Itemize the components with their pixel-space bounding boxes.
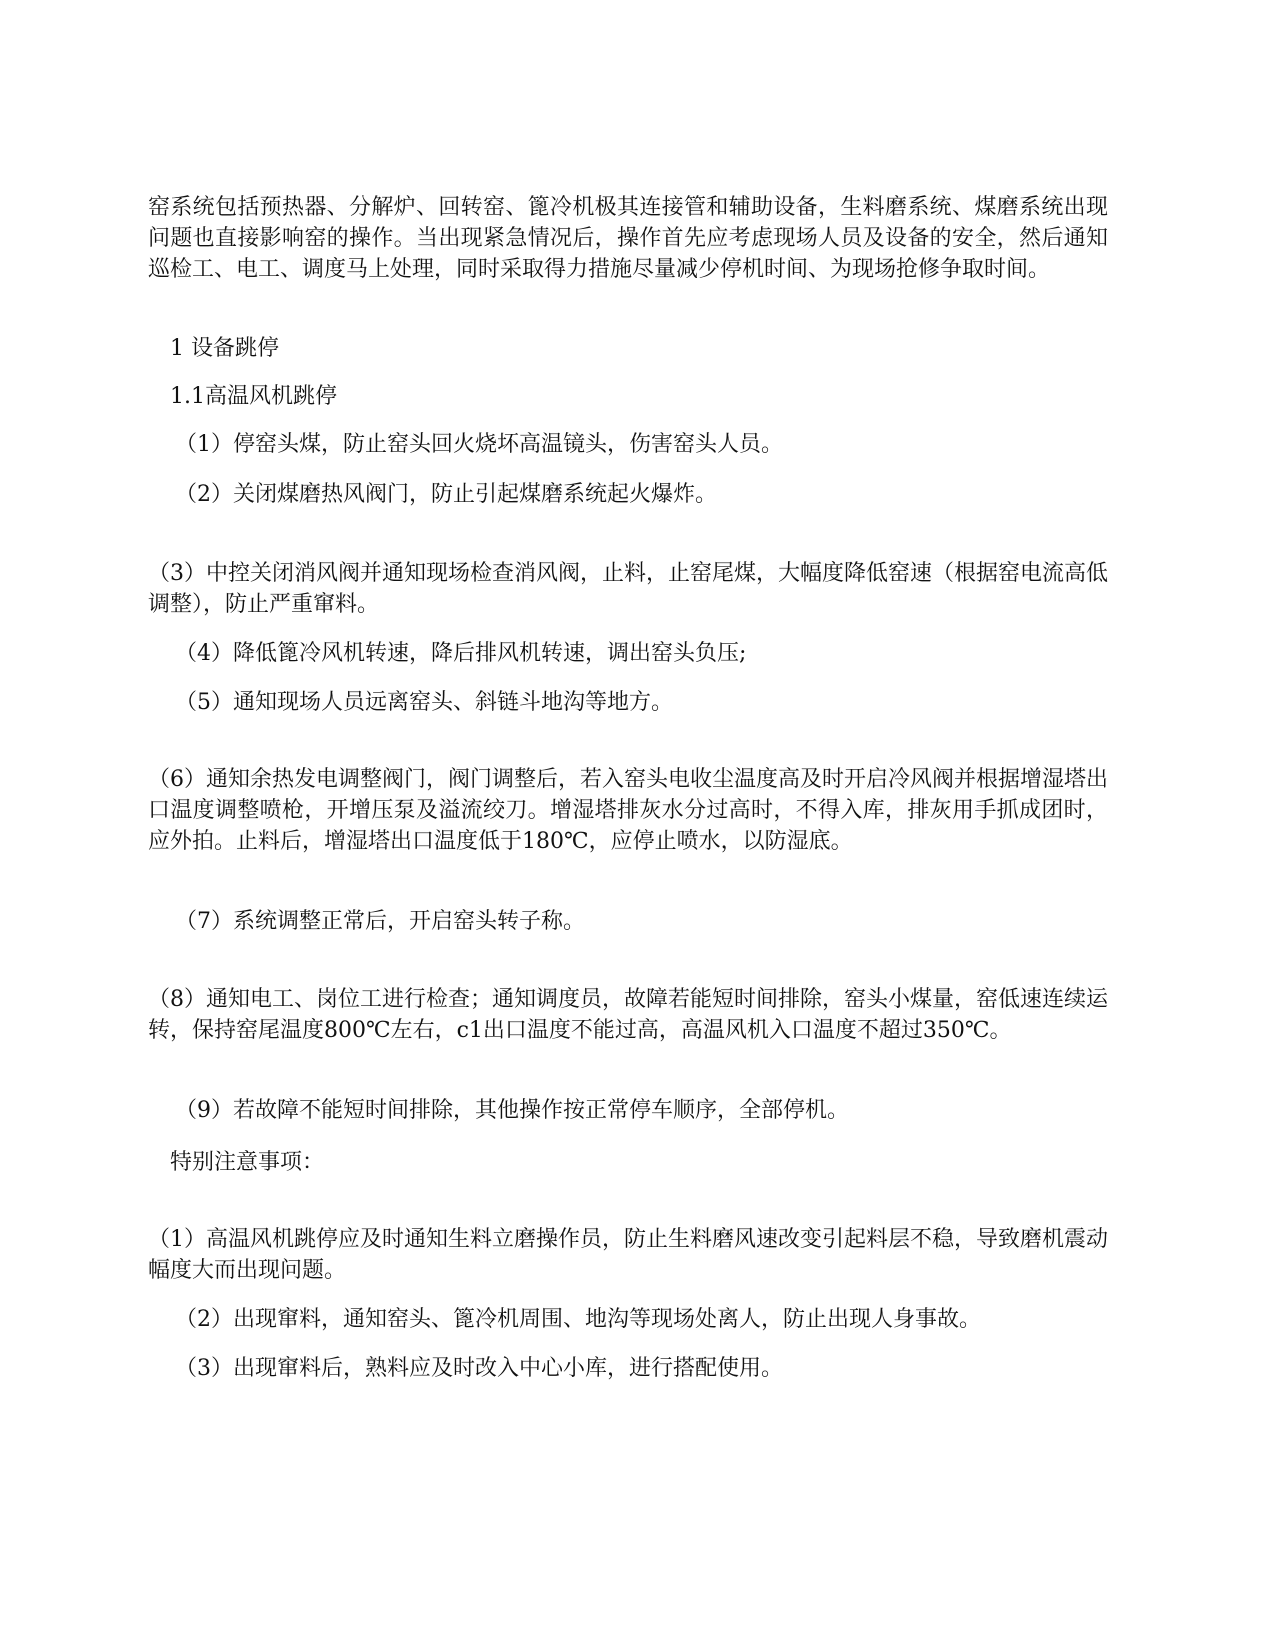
step-8: （8）通知电工、岗位工进行检查；通知调度员，故障若能短时间排除，窑头小煤量，窑低速连续运转，保持窑尾温度800℃左右，c1出口温度不能过高，高温风机入口温度不超过350℃。 xyxy=(148,987,1109,1043)
intro-paragraph: 窑系统包括预热器、分解炉、回转窑、篦冷机极其连接管和辅助设备，生料磨系统、煤磨系统出现问题也直接影响窑的操作。当出现紧急情况后，操作首先应考虑现场人员及设备的安全，然后通知巡检工、电工、调度马上处理，同时采取得力措施尽量减少停机时间、为现场抢修争取时间。 xyxy=(148,195,1108,282)
step-3: （3）中控关闭消风阀并通知现场检查消风阀，止料，止窑尾煤，大幅度降低窑速（根据窑电流高低调整），防止严重窜料。 xyxy=(148,561,1109,617)
step-5: （5）通知现场人员远离窑头、斜链斗地沟等地方。 xyxy=(175,690,673,715)
note-1: （1）高温风机跳停应及时通知生料立磨操作员，防止生料磨风速改变引起料层不稳，导致磨机震动幅度大而出现问题。 xyxy=(148,1227,1109,1283)
step-6: （6）通知余热发电调整阀门，阀门调整后，若入窑头电收尘温度高及时开启冷风阀并根据增湿塔出口温度调整喷枪，开增压泵及溢流绞刀。增湿塔排灰水分过高时，不得入库，排灰用手抓成团时，应外拍。止料后，增湿塔出口温度低于180℃，应停止喷水，以防湿底。 xyxy=(148,767,1109,854)
step-7: （7）系统调整正常后，开启窑头转子称。 xyxy=(175,909,585,934)
section-heading-1-1: 1.1高温风机跳停 xyxy=(170,384,337,409)
step-2: （2）关闭煤磨热风阀门，防止引起煤磨系统起火爆炸。 xyxy=(175,482,717,507)
section-heading-1: 1 设备跳停 xyxy=(170,336,279,361)
step-1: （1）停窑头煤，防止窑头回火烧坏高温镜头，伤害窑头人员。 xyxy=(175,432,783,457)
step-9: （9）若故障不能短时间排除，其他操作按正常停车顺序，全部停机。 xyxy=(175,1098,849,1123)
note-2: （2）出现窜料，通知窑头、篦冷机周围、地沟等现场处离人，防止出现人身事故。 xyxy=(175,1307,981,1332)
step-4: （4）降低篦冷风机转速，降后排风机转速，调出窑头负压; xyxy=(175,641,747,666)
notes-title: 特别注意事项： xyxy=(170,1150,325,1175)
note-3: （3）出现窜料后，熟料应及时改入中心小库，进行搭配使用。 xyxy=(175,1356,783,1381)
